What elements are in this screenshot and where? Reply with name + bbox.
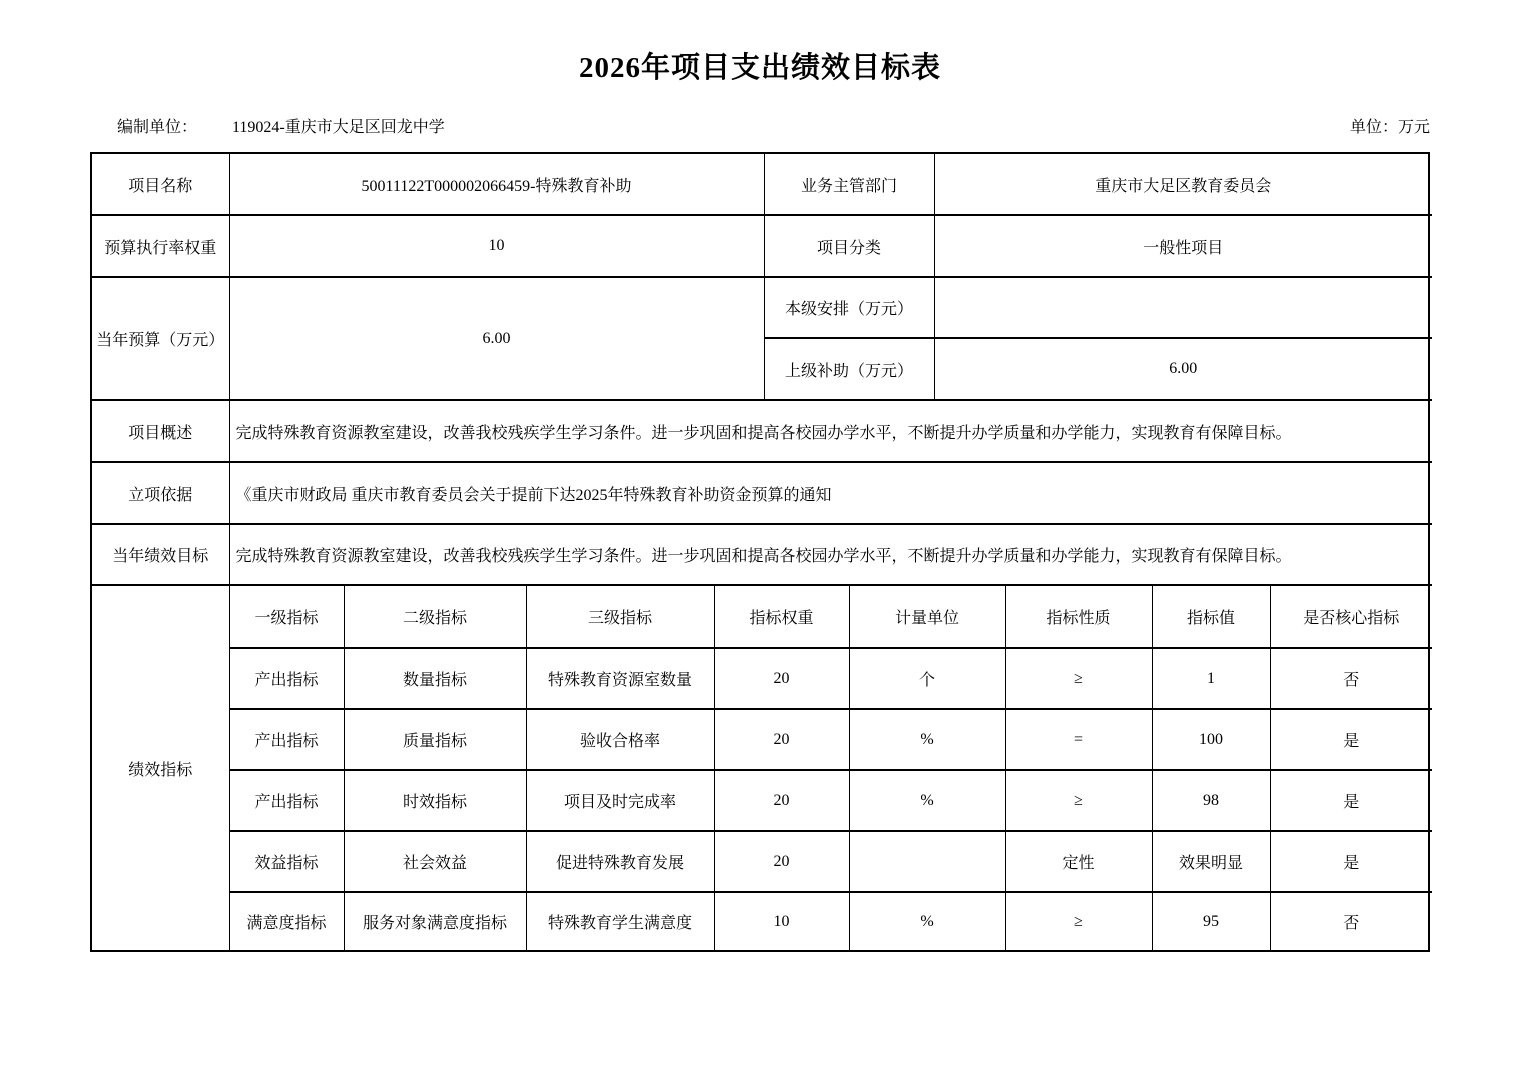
header-level3: 三级指标 [526,586,714,648]
annual-goal-value: 完成特殊教育资源教室建设，改善我校残疾学生学习条件。进一步巩固和提高各校园办学水平，不断提升办学质量和办学能力，实现教育有保障目标。 [229,524,1432,585]
header-level2: 二级指标 [344,586,526,648]
cell-nature: 定性 [1005,831,1152,892]
table-row [92,524,1432,585]
cell-value: 95 [1152,892,1270,950]
page-title: 2026年项目支出绩效目标表 [578,52,941,84]
indicator-section-label: 绩效指标 [92,586,229,950]
header-unit: 计量单位 [849,586,1005,648]
header-nature: 指标性质 [1005,586,1152,648]
dept-label: 业务主管部门 [764,154,934,215]
cell-nature: ≥ [1005,770,1152,831]
cell-unit: 个 [849,648,1005,709]
cell-nature: ≥ [1005,648,1152,709]
basis-value: 《重庆市财政局 重庆市教育委员会关于提前下达2025年特殊教育补助资金预算的通知 [229,462,1432,524]
cell-level1: 产出指标 [229,709,344,770]
cell-core: 是 [1270,831,1432,892]
table-row [92,462,1432,524]
local-arrangement-value [934,277,1432,338]
cell-value: 100 [1152,709,1270,770]
indicator-table [92,586,1432,950]
cell-level2: 质量指标 [344,709,526,770]
cell-level1: 效益指标 [229,831,344,892]
cell-nature: ≥ [1005,892,1152,950]
header-weight: 指标权重 [714,586,849,648]
category-label: 项目分类 [764,215,934,277]
cell-weight: 20 [714,709,849,770]
table-row [92,277,1432,338]
header-value: 指标值 [1152,586,1270,648]
local-arrangement-label: 本级安排（万元） [764,277,934,338]
table-row [92,154,1432,215]
cell-weight: 20 [714,831,849,892]
cell-level1: 满意度指标 [229,892,344,950]
cell-weight: 20 [714,648,849,709]
cell-weight: 20 [714,770,849,831]
indicator-row [92,770,1432,831]
performance-target-table [90,152,1430,952]
indicator-header-row [92,586,1432,648]
info-table [92,154,1432,586]
indicator-row [92,831,1432,892]
cell-core: 否 [1343,915,1360,932]
header-core: 是否核心指标 [1270,586,1432,648]
project-name-label: 项目名称 [92,154,229,215]
cell-level3: 特殊教育学生满意度 [526,892,714,950]
cell-value: 效果明显 [1152,831,1270,892]
annual-budget-label: 当年预算（万元） [92,277,229,400]
project-name-value: 50011122T000002066459-特殊教育补助 [229,154,764,215]
prepared-by-label: 编制单位： [117,119,198,136]
cell-unit: % [849,709,1005,770]
overview-label: 项目概述 [92,400,229,462]
cell-unit: % [849,770,1005,831]
superior-subsidy-label: 上级补助（万元） [764,338,934,400]
cell-unit: % [849,892,1005,950]
table-row [92,400,1432,462]
cell-core: 是 [1270,709,1432,770]
superior-subsidy-value: 6.00 [934,338,1432,400]
overview-value: 完成特殊教育资源教室建设，改善我校残疾学生学习条件。进一步巩固和提高各校园办学水平，不断提升办学质量和办学能力，实现教育有保障目标。 [229,400,1432,462]
cell-level3: 促进特殊教育发展 [526,831,714,892]
cell-level3: 特殊教育资源室数量 [526,648,714,709]
cell-level3: 项目及时完成率 [526,770,714,831]
category-value: 一般性项目 [934,215,1432,277]
dept-value: 重庆市大足区教育委员会 [934,154,1432,215]
cell-level1: 产出指标 [229,648,344,709]
cell-level3: 验收合格率 [526,709,714,770]
table-row [92,215,1432,277]
budget-weight-value: 10 [229,215,764,277]
cell-level2: 社会效益 [344,831,526,892]
cell-nature: = [1005,709,1152,770]
cell-level1: 产出指标 [229,770,344,831]
header-level1: 一级指标 [229,586,344,648]
indicator-row [92,709,1432,770]
budget-weight-label: 预算执行率权重 [92,215,229,277]
cell-weight: 10 [714,892,849,950]
meta-row [90,114,1430,137]
cell-value: 1 [1152,648,1270,709]
prepared-by-value: 119024-重庆市大足区回龙中学 [232,119,445,136]
cell-unit [849,831,1005,892]
cell-level2: 时效指标 [344,770,526,831]
cell-core: 否 [1270,648,1432,709]
cell-level2: 数量指标 [344,648,526,709]
basis-label: 立项依据 [92,462,229,524]
annual-budget-value: 6.00 [229,277,764,400]
cell-core: 是 [1270,770,1432,831]
annual-goal-label: 当年绩效目标 [92,524,229,585]
unit-label: 单位：万元 [1349,119,1430,136]
indicator-row [92,892,1432,950]
cell-value: 98 [1152,770,1270,831]
cell-level2: 服务对象满意度指标 [344,892,526,950]
indicator-row [92,648,1432,709]
